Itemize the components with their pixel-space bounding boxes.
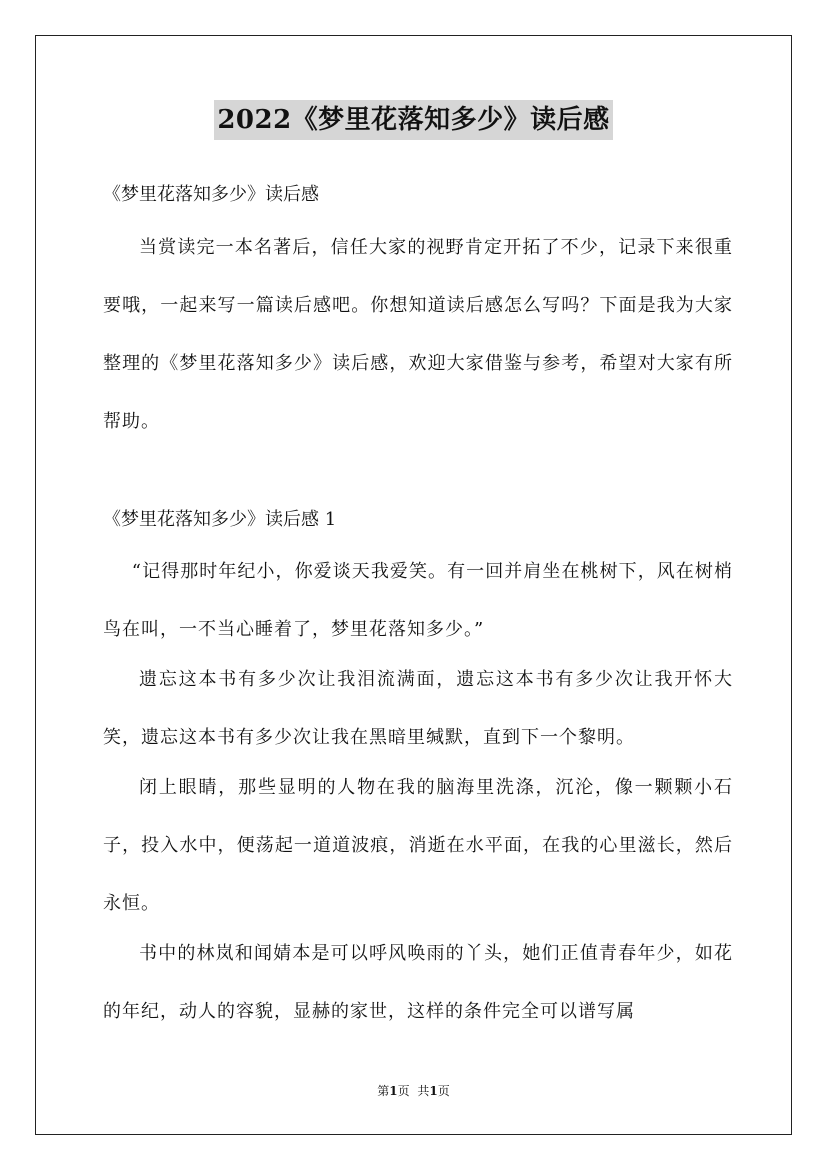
intro-heading: 《梦里花落知多少》读后感 xyxy=(103,184,319,205)
body-paragraph-4: 书中的林岚和闻婧本是可以呼风唤雨的丫头，她们正值青春年少，如花的年纪，动人的容貌，显赫的家世，这样的条件完全可以谱写属 xyxy=(103,943,733,1022)
body-paragraph-3: 闭上眼睛，那些显明的人物在我的脑海里洗涤，沉沦，像一颗颗小石子，投入水中，便荡起一道道波痕，消逝在水平面，在我的心里滋长，然后永恒。 xyxy=(103,777,733,914)
footer-total-number: 1 xyxy=(429,1084,438,1098)
body-paragraph-1: “记得那时年纪小，你爱谈天我爱笑。有一回并肩坐在桃树下，风在树梢鸟在叫，一不当心睡着了，梦里花落知多少。” xyxy=(103,561,733,640)
footer-total-prefix: 共 xyxy=(417,1084,430,1098)
section-heading: 《梦里花落知多少》读后感 1 xyxy=(103,509,337,530)
document-title-wrap xyxy=(0,100,827,140)
footer-page-suffix: 页 xyxy=(397,1084,410,1098)
footer-page-prefix: 第 xyxy=(377,1084,390,1098)
page-footer xyxy=(0,1083,827,1099)
document-title: 2022《梦里花落知多少》读后感 xyxy=(214,100,612,140)
footer-page-number: 1 xyxy=(389,1084,398,1098)
body-paragraph-2: 遗忘这本书有多少次让我泪流满面，遗忘这本书有多少次让我开怀大笑，遗忘这本书有多少次让我在黑暗里缄默，直到下一个黎明。 xyxy=(103,669,733,748)
footer-total-suffix: 页 xyxy=(437,1084,450,1098)
intro-paragraph: 当赏读完一本名著后，信任大家的视野肯定开拓了不少，记录下来很重要哦，一起来写一篇读后感吧。你想知道读后感怎么写吗？下面是我为大家整理的《梦里花落知多少》读后感，欢迎大家借鉴与参考，希望对大家有所帮助。 xyxy=(103,237,733,432)
